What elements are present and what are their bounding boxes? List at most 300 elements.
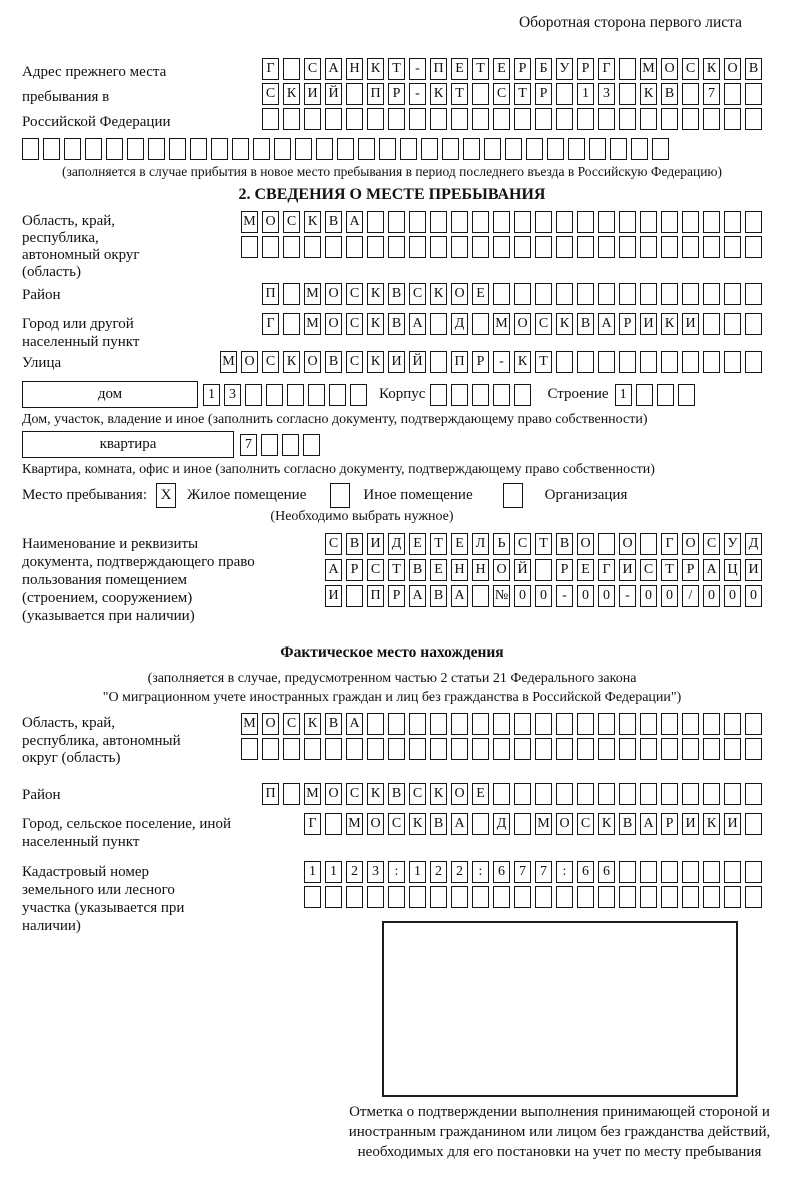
char-cell[interactable] xyxy=(304,886,321,908)
char-cell[interactable] xyxy=(745,738,762,760)
char-cell[interactable]: Г xyxy=(661,533,678,555)
char-cell[interactable]: А xyxy=(346,713,363,735)
char-cell[interactable] xyxy=(514,738,531,760)
char-cell[interactable]: 0 xyxy=(640,585,657,607)
char-cell[interactable]: К xyxy=(661,313,678,335)
char-cell[interactable]: Л xyxy=(472,533,489,555)
char-cell[interactable] xyxy=(661,783,678,805)
char-cell[interactable] xyxy=(682,738,699,760)
char-cell[interactable]: И xyxy=(640,313,657,335)
char-cell[interactable] xyxy=(703,713,720,735)
char-cell[interactable] xyxy=(388,738,405,760)
char-cell[interactable] xyxy=(493,738,510,760)
char-cell[interactable]: Е xyxy=(451,58,468,80)
char-cell[interactable] xyxy=(316,138,333,160)
char-cell[interactable]: Е xyxy=(577,559,594,581)
char-cell[interactable]: : xyxy=(556,861,573,883)
char-cell[interactable] xyxy=(661,886,678,908)
char-cell[interactable] xyxy=(703,861,720,883)
char-cell[interactable]: О xyxy=(451,783,468,805)
char-cell[interactable]: Т xyxy=(472,58,489,80)
char-cell[interactable]: С xyxy=(703,533,720,555)
char-cell[interactable] xyxy=(745,886,762,908)
char-cell[interactable] xyxy=(703,283,720,305)
char-cell[interactable] xyxy=(451,108,468,130)
char-cell[interactable]: Е xyxy=(472,783,489,805)
char-cell[interactable] xyxy=(724,886,741,908)
char-cell[interactable]: Е xyxy=(451,533,468,555)
char-cell[interactable] xyxy=(262,236,279,258)
char-cell[interactable] xyxy=(493,783,510,805)
char-cell[interactable]: 0 xyxy=(598,585,615,607)
char-cell[interactable]: А xyxy=(640,813,657,835)
char-cell[interactable]: С xyxy=(367,559,384,581)
char-cell[interactable] xyxy=(127,138,144,160)
char-cell[interactable] xyxy=(451,886,468,908)
char-cell[interactable]: П xyxy=(262,783,279,805)
char-cell[interactable]: Р xyxy=(577,58,594,80)
char-cell[interactable]: О xyxy=(577,533,594,555)
char-cell[interactable] xyxy=(253,138,270,160)
char-cell[interactable] xyxy=(598,108,615,130)
char-cell[interactable]: К xyxy=(430,283,447,305)
char-cell[interactable]: М xyxy=(304,313,321,335)
char-cell[interactable] xyxy=(472,886,489,908)
char-cell[interactable] xyxy=(430,738,447,760)
char-cell[interactable] xyxy=(682,861,699,883)
char-cell[interactable]: О xyxy=(556,813,573,835)
char-cell[interactable]: А xyxy=(346,211,363,233)
char-cell[interactable] xyxy=(556,236,573,258)
char-cell[interactable] xyxy=(304,108,321,130)
char-cell[interactable]: У xyxy=(556,58,573,80)
char-cell[interactable] xyxy=(388,211,405,233)
char-cell[interactable] xyxy=(430,351,447,373)
char-cell[interactable] xyxy=(388,886,405,908)
char-cell[interactable] xyxy=(745,713,762,735)
char-cell[interactable] xyxy=(703,108,720,130)
char-cell[interactable] xyxy=(379,138,396,160)
char-cell[interactable]: К xyxy=(367,283,384,305)
char-cell[interactable]: В xyxy=(325,713,342,735)
char-cell[interactable] xyxy=(619,886,636,908)
char-cell[interactable]: В xyxy=(556,533,573,555)
char-cell[interactable] xyxy=(388,713,405,735)
char-cell[interactable] xyxy=(526,138,543,160)
char-cell[interactable]: 1 xyxy=(304,861,321,883)
char-cell[interactable] xyxy=(619,236,636,258)
char-cell[interactable] xyxy=(535,236,552,258)
char-cell[interactable]: С xyxy=(346,313,363,335)
char-cell[interactable] xyxy=(514,108,531,130)
char-cell[interactable] xyxy=(295,138,312,160)
char-cell[interactable] xyxy=(442,138,459,160)
char-cell[interactable]: 2 xyxy=(430,861,447,883)
char-cell[interactable] xyxy=(409,713,426,735)
char-cell[interactable] xyxy=(430,384,447,406)
char-cell[interactable]: С xyxy=(325,533,342,555)
char-cell[interactable]: Р xyxy=(472,351,489,373)
char-cell[interactable]: О xyxy=(304,351,321,373)
char-cell[interactable] xyxy=(598,886,615,908)
char-cell[interactable] xyxy=(493,211,510,233)
char-cell[interactable]: И xyxy=(745,559,762,581)
char-cell[interactable]: О xyxy=(724,58,741,80)
char-cell[interactable] xyxy=(547,138,564,160)
char-cell[interactable] xyxy=(661,283,678,305)
char-cell[interactable]: М xyxy=(304,283,321,305)
char-cell[interactable]: 2 xyxy=(451,861,468,883)
char-cell[interactable] xyxy=(568,138,585,160)
char-cell[interactable] xyxy=(493,236,510,258)
char-cell[interactable]: В xyxy=(346,533,363,555)
char-cell[interactable] xyxy=(703,886,720,908)
char-cell[interactable] xyxy=(535,108,552,130)
char-cell[interactable] xyxy=(703,236,720,258)
char-cell[interactable] xyxy=(724,861,741,883)
char-cell[interactable] xyxy=(556,351,573,373)
char-cell[interactable]: А xyxy=(325,58,342,80)
char-cell[interactable] xyxy=(682,211,699,233)
char-cell[interactable]: 7 xyxy=(240,434,257,456)
char-cell[interactable] xyxy=(262,108,279,130)
char-cell[interactable]: С xyxy=(388,813,405,835)
char-cell[interactable] xyxy=(682,886,699,908)
char-cell[interactable]: П xyxy=(430,58,447,80)
char-cell[interactable] xyxy=(337,138,354,160)
char-cell[interactable] xyxy=(346,585,363,607)
char-cell[interactable]: - xyxy=(409,83,426,105)
char-cell[interactable]: Й xyxy=(409,351,426,373)
char-cell[interactable] xyxy=(430,886,447,908)
char-cell[interactable]: П xyxy=(451,351,468,373)
char-cell[interactable] xyxy=(430,108,447,130)
char-cell[interactable] xyxy=(400,138,417,160)
char-cell[interactable] xyxy=(472,384,489,406)
char-cell[interactable] xyxy=(472,83,489,105)
char-cell[interactable] xyxy=(661,211,678,233)
char-cell[interactable]: М xyxy=(241,211,258,233)
char-cell[interactable] xyxy=(514,283,531,305)
char-cell[interactable] xyxy=(346,83,363,105)
char-cell[interactable] xyxy=(535,713,552,735)
char-cell[interactable]: С xyxy=(346,283,363,305)
char-cell[interactable] xyxy=(745,108,762,130)
char-cell[interactable] xyxy=(598,738,615,760)
char-cell[interactable] xyxy=(619,83,636,105)
char-cell[interactable]: С xyxy=(409,283,426,305)
char-cell[interactable]: И xyxy=(304,83,321,105)
char-cell[interactable] xyxy=(640,236,657,258)
char-cell[interactable] xyxy=(682,351,699,373)
checkbox-organization[interactable] xyxy=(503,483,523,508)
char-cell[interactable]: В xyxy=(430,585,447,607)
char-cell[interactable]: К xyxy=(514,351,531,373)
char-cell[interactable] xyxy=(657,384,674,406)
char-cell[interactable]: А xyxy=(451,585,468,607)
char-cell[interactable] xyxy=(241,738,258,760)
char-cell[interactable]: С xyxy=(262,351,279,373)
char-cell[interactable]: Г xyxy=(304,813,321,835)
char-cell[interactable] xyxy=(451,738,468,760)
char-cell[interactable]: / xyxy=(682,585,699,607)
char-cell[interactable] xyxy=(724,313,741,335)
char-cell[interactable] xyxy=(304,738,321,760)
char-cell[interactable]: К xyxy=(367,58,384,80)
char-cell[interactable] xyxy=(661,861,678,883)
char-cell[interactable] xyxy=(703,313,720,335)
char-cell[interactable]: К xyxy=(430,83,447,105)
char-cell[interactable] xyxy=(367,108,384,130)
char-cell[interactable] xyxy=(745,83,762,105)
char-cell[interactable] xyxy=(682,783,699,805)
char-cell[interactable] xyxy=(388,236,405,258)
char-cell[interactable] xyxy=(283,236,300,258)
char-cell[interactable]: Р xyxy=(346,559,363,581)
char-cell[interactable]: И xyxy=(724,813,741,835)
char-cell[interactable] xyxy=(430,713,447,735)
char-cell[interactable]: К xyxy=(598,813,615,835)
char-cell[interactable] xyxy=(640,283,657,305)
char-cell[interactable] xyxy=(262,738,279,760)
char-cell[interactable] xyxy=(64,138,81,160)
char-cell[interactable]: М xyxy=(493,313,510,335)
char-cell[interactable]: Т xyxy=(430,533,447,555)
char-cell[interactable] xyxy=(619,58,636,80)
char-cell[interactable]: И xyxy=(367,533,384,555)
char-cell[interactable]: В xyxy=(325,211,342,233)
char-cell[interactable] xyxy=(211,138,228,160)
char-cell[interactable] xyxy=(661,351,678,373)
char-cell[interactable]: И xyxy=(682,313,699,335)
char-cell[interactable]: 7 xyxy=(703,83,720,105)
char-cell[interactable]: 1 xyxy=(615,384,632,406)
char-cell[interactable]: - xyxy=(556,585,573,607)
char-cell[interactable]: П xyxy=(262,283,279,305)
char-cell[interactable]: А xyxy=(703,559,720,581)
char-cell[interactable]: И xyxy=(682,813,699,835)
char-cell[interactable] xyxy=(514,384,531,406)
char-cell[interactable] xyxy=(308,384,325,406)
char-cell[interactable] xyxy=(577,738,594,760)
char-cell[interactable] xyxy=(745,351,762,373)
char-cell[interactable]: У xyxy=(724,533,741,555)
char-cell[interactable] xyxy=(329,384,346,406)
char-cell[interactable]: С xyxy=(262,83,279,105)
char-cell[interactable]: Й xyxy=(514,559,531,581)
char-cell[interactable]: К xyxy=(367,351,384,373)
char-cell[interactable]: Й xyxy=(325,83,342,105)
char-cell[interactable]: В xyxy=(388,313,405,335)
checkbox-residential[interactable]: X xyxy=(156,483,176,508)
char-cell[interactable] xyxy=(682,713,699,735)
char-cell[interactable]: 0 xyxy=(703,585,720,607)
char-cell[interactable] xyxy=(661,236,678,258)
char-cell[interactable]: : xyxy=(388,861,405,883)
char-cell[interactable] xyxy=(514,236,531,258)
char-cell[interactable] xyxy=(556,886,573,908)
char-cell[interactable] xyxy=(266,384,283,406)
char-cell[interactable] xyxy=(661,713,678,735)
char-cell[interactable]: Д xyxy=(451,313,468,335)
char-cell[interactable]: Ь xyxy=(493,533,510,555)
char-cell[interactable] xyxy=(724,713,741,735)
char-cell[interactable] xyxy=(745,211,762,233)
char-cell[interactable] xyxy=(598,713,615,735)
char-cell[interactable]: И xyxy=(388,351,405,373)
char-cell[interactable] xyxy=(148,138,165,160)
char-cell[interactable]: Т xyxy=(535,533,552,555)
char-cell[interactable] xyxy=(535,886,552,908)
char-cell[interactable]: О xyxy=(619,533,636,555)
char-cell[interactable]: С xyxy=(409,783,426,805)
char-cell[interactable] xyxy=(724,108,741,130)
char-cell[interactable]: 1 xyxy=(409,861,426,883)
char-cell[interactable] xyxy=(556,283,573,305)
char-cell[interactable]: В xyxy=(619,813,636,835)
char-cell[interactable]: - xyxy=(619,585,636,607)
char-cell[interactable] xyxy=(640,351,657,373)
char-cell[interactable] xyxy=(367,236,384,258)
char-cell[interactable] xyxy=(640,783,657,805)
char-cell[interactable]: С xyxy=(346,351,363,373)
char-cell[interactable] xyxy=(577,236,594,258)
char-cell[interactable] xyxy=(346,236,363,258)
char-cell[interactable] xyxy=(283,58,300,80)
char-cell[interactable]: Е xyxy=(409,533,426,555)
char-cell[interactable]: В xyxy=(325,351,342,373)
char-cell[interactable] xyxy=(493,886,510,908)
char-cell[interactable]: П xyxy=(367,585,384,607)
char-cell[interactable]: 3 xyxy=(367,861,384,883)
char-cell[interactable]: - xyxy=(409,58,426,80)
char-cell[interactable] xyxy=(724,83,741,105)
char-cell[interactable] xyxy=(598,783,615,805)
char-cell[interactable] xyxy=(577,108,594,130)
char-cell[interactable]: А xyxy=(409,313,426,335)
char-cell[interactable]: К xyxy=(640,83,657,105)
char-cell[interactable]: Т xyxy=(661,559,678,581)
char-cell[interactable]: С xyxy=(535,313,552,335)
char-cell[interactable] xyxy=(682,108,699,130)
char-cell[interactable] xyxy=(631,138,648,160)
char-cell[interactable]: К xyxy=(430,783,447,805)
char-cell[interactable] xyxy=(556,83,573,105)
char-cell[interactable] xyxy=(283,108,300,130)
char-cell[interactable]: 3 xyxy=(224,384,241,406)
char-cell[interactable]: А xyxy=(409,585,426,607)
char-cell[interactable] xyxy=(430,211,447,233)
char-cell[interactable]: К xyxy=(703,58,720,80)
char-cell[interactable] xyxy=(640,533,657,555)
char-cell[interactable] xyxy=(703,738,720,760)
char-cell[interactable] xyxy=(577,713,594,735)
char-cell[interactable]: Г xyxy=(262,58,279,80)
char-cell[interactable] xyxy=(409,738,426,760)
char-cell[interactable]: К xyxy=(283,351,300,373)
char-cell[interactable]: 7 xyxy=(535,861,552,883)
char-cell[interactable] xyxy=(43,138,60,160)
char-cell[interactable]: 1 xyxy=(577,83,594,105)
char-cell[interactable] xyxy=(346,738,363,760)
char-cell[interactable] xyxy=(598,236,615,258)
char-cell[interactable]: Р xyxy=(514,58,531,80)
char-cell[interactable] xyxy=(472,713,489,735)
char-cell[interactable] xyxy=(472,211,489,233)
char-cell[interactable] xyxy=(514,713,531,735)
char-cell[interactable]: Е xyxy=(430,559,447,581)
char-cell[interactable] xyxy=(556,108,573,130)
char-cell[interactable] xyxy=(367,713,384,735)
char-cell[interactable] xyxy=(303,434,320,456)
char-cell[interactable]: О xyxy=(325,283,342,305)
char-cell[interactable] xyxy=(577,283,594,305)
char-cell[interactable]: О xyxy=(682,533,699,555)
char-cell[interactable] xyxy=(367,211,384,233)
char-cell[interactable]: В xyxy=(577,313,594,335)
char-cell[interactable]: И xyxy=(619,559,636,581)
char-cell[interactable] xyxy=(409,886,426,908)
char-cell[interactable]: К xyxy=(367,313,384,335)
char-cell[interactable] xyxy=(535,559,552,581)
char-cell[interactable] xyxy=(241,236,258,258)
char-cell[interactable] xyxy=(274,138,291,160)
char-cell[interactable] xyxy=(472,108,489,130)
char-cell[interactable]: В xyxy=(745,58,762,80)
char-cell[interactable] xyxy=(577,783,594,805)
char-cell[interactable] xyxy=(661,738,678,760)
char-cell[interactable]: Р xyxy=(661,813,678,835)
char-cell[interactable]: Р xyxy=(388,83,405,105)
char-cell[interactable]: Д xyxy=(388,533,405,555)
char-cell[interactable] xyxy=(261,434,278,456)
char-cell[interactable]: К xyxy=(556,313,573,335)
char-cell[interactable] xyxy=(619,108,636,130)
char-cell[interactable]: В xyxy=(430,813,447,835)
char-cell[interactable] xyxy=(724,351,741,373)
char-cell[interactable]: : xyxy=(472,861,489,883)
char-cell[interactable]: Р xyxy=(535,83,552,105)
char-cell[interactable] xyxy=(106,138,123,160)
char-cell[interactable] xyxy=(619,283,636,305)
char-cell[interactable] xyxy=(610,138,627,160)
char-cell[interactable] xyxy=(472,738,489,760)
char-cell[interactable] xyxy=(169,138,186,160)
char-cell[interactable] xyxy=(493,384,510,406)
char-cell[interactable] xyxy=(514,813,531,835)
char-cell[interactable] xyxy=(678,384,695,406)
confirmation-stamp-box[interactable] xyxy=(382,921,738,1097)
char-cell[interactable] xyxy=(409,108,426,130)
char-cell[interactable]: К xyxy=(304,211,321,233)
char-cell[interactable]: О xyxy=(241,351,258,373)
char-cell[interactable]: Р xyxy=(619,313,636,335)
char-cell[interactable]: А xyxy=(598,313,615,335)
char-cell[interactable]: Н xyxy=(472,559,489,581)
char-cell[interactable]: Г xyxy=(262,313,279,335)
char-cell[interactable] xyxy=(484,138,501,160)
char-cell[interactable]: Н xyxy=(346,58,363,80)
char-cell[interactable]: О xyxy=(262,713,279,735)
char-cell[interactable] xyxy=(232,138,249,160)
char-cell[interactable] xyxy=(430,236,447,258)
char-cell[interactable] xyxy=(640,886,657,908)
char-cell[interactable]: Е xyxy=(472,283,489,305)
char-cell[interactable]: С xyxy=(283,713,300,735)
char-cell[interactable]: О xyxy=(514,313,531,335)
char-cell[interactable] xyxy=(640,211,657,233)
char-cell[interactable] xyxy=(535,211,552,233)
